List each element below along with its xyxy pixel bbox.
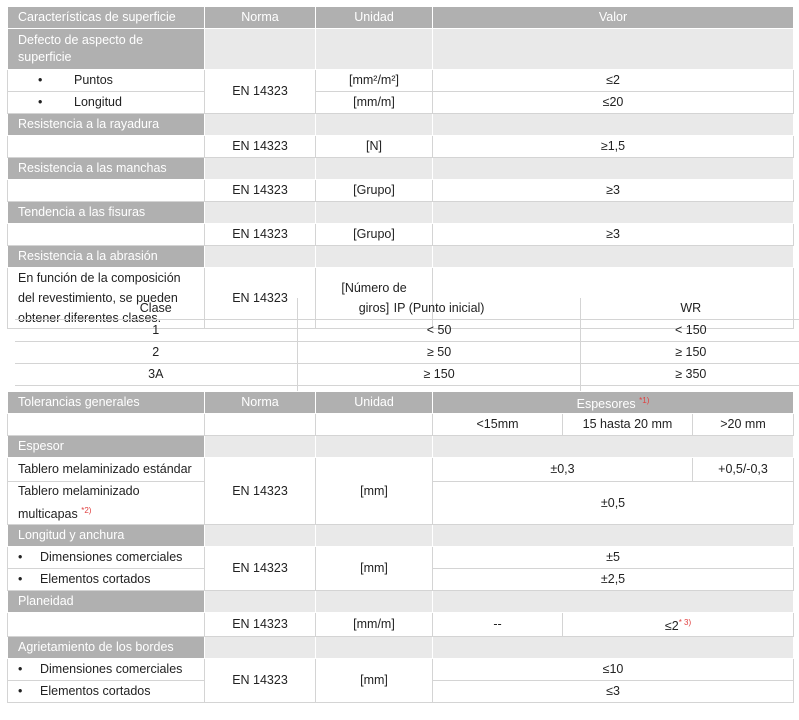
section-fisuras: Tendencia a las fisuras — [8, 202, 205, 224]
section-longitud: Longitud y anchura — [8, 525, 205, 547]
header-unidad: Unidad — [316, 392, 433, 414]
table-row — [8, 70, 794, 92]
value-cell: ≤10 — [433, 659, 794, 681]
norma-cell: EN 14323 — [205, 136, 316, 158]
row-label: • Longitud — [8, 92, 205, 114]
table-row — [8, 547, 794, 569]
size-gt20: >20 mm — [693, 414, 794, 436]
fisuras-section-row — [8, 202, 794, 224]
header-norma: Norma — [205, 7, 316, 29]
defecto-section-row — [8, 29, 794, 70]
row-label: Tablero melaminizado multicapas $^{*2)}$ — [8, 482, 205, 525]
section-defecto — [8, 29, 205, 70]
footnote-marker: *1) — [639, 396, 650, 405]
section-defecto-line2: superficie — [18, 50, 72, 64]
table-row: 1 < 50 < 150 — [433, 320, 794, 329]
table-row — [8, 180, 794, 202]
norma-cell: EN 14323 — [205, 180, 316, 202]
footnote-marker: *2) — [81, 506, 92, 516]
section-defecto-line1: Defecto de aspecto de — [18, 33, 144, 47]
table-row — [8, 92, 794, 114]
unit-cell: [Número de giros] — [316, 268, 433, 329]
espesor-section-row — [8, 436, 794, 458]
norma-cell: EN 14323 — [205, 224, 316, 246]
rayadura-section-row — [8, 114, 794, 136]
section-planeidad: Planeidad — [8, 591, 205, 613]
abrasion-row — [8, 268, 794, 329]
surface-characteristics-table — [7, 6, 794, 381]
size-15-20: 15 hasta 20 mm — [563, 414, 693, 436]
row-label: • Puntos — [8, 70, 205, 92]
table-row — [8, 136, 794, 158]
norma-cell: EN 14323 — [205, 268, 316, 329]
footnote-marker: * 3) — [678, 618, 692, 628]
value-cell: ≥3 — [433, 224, 794, 246]
section-manchas: Resistencia a las manchas — [8, 158, 205, 180]
unit-cell: [mm] — [316, 659, 433, 703]
unit-cell: [mm] — [316, 458, 433, 525]
value-cell: ≤2 — [433, 70, 794, 92]
value-cell: ±5 — [433, 547, 794, 569]
header-norma: Norma — [205, 392, 316, 414]
norma-cell: EN 14323 — [205, 659, 316, 703]
section-rayadura: Resistencia a la rayadura — [8, 114, 205, 136]
abrasion-sub-header: Clase IP (Punto inicial) WR — [433, 298, 794, 320]
row-label: • Elementos cortados — [8, 569, 205, 591]
table-row — [8, 458, 794, 482]
section-espesor: Espesor — [8, 436, 205, 458]
section-abrasion: Resistencia a la abrasión — [8, 246, 205, 268]
unit-cell: [mm²/m²] — [316, 70, 433, 92]
row-label: • Dimensiones comerciales — [8, 547, 205, 569]
manchas-section-row — [8, 158, 794, 180]
longitud-section-row — [8, 525, 794, 547]
value-cell: ≥1,5 — [433, 136, 794, 158]
value-cell: ≤20 — [433, 92, 794, 114]
value-cell: $\le 2^{* 3)}$ — [563, 613, 794, 637]
table-row — [8, 659, 794, 681]
unit-cell: [Grupo] — [316, 224, 433, 246]
header-tolerancias: Tolerancias generales — [8, 392, 205, 414]
value-cell: +0,5/-0,3 — [693, 458, 794, 482]
value-cell: ±0,3 — [433, 458, 693, 482]
norma-cell: EN 14323 — [205, 458, 316, 525]
agrietamiento-section-row — [8, 637, 794, 659]
value-cell: -- — [433, 613, 563, 637]
size-lt15: <15mm — [433, 414, 563, 436]
unit-cell: [mm/m] — [316, 613, 433, 637]
norma-cell: EN 14323 — [205, 613, 316, 637]
abrasion-description: En función de la composición del revestimiento, se pueden obtener diferentes clases. — [8, 268, 205, 329]
header-valor: Valor — [433, 7, 794, 29]
row-label: • Dimensiones comerciales — [8, 659, 205, 681]
row-label: • Elementos cortados — [8, 681, 205, 703]
table-row — [8, 224, 794, 246]
sub-header-wr: WR — [581, 298, 794, 320]
abrasion-section-row — [8, 246, 794, 268]
header-espesores: Espesores $^{*1)}$ — [433, 392, 794, 414]
norma-cell: EN 14323 — [205, 547, 316, 591]
value-cell: ≤3 — [433, 681, 794, 703]
table1-header-row — [8, 7, 794, 29]
norma-cell: EN 14323 — [205, 70, 316, 114]
sizes-row — [8, 414, 794, 436]
row-label: Tablero melaminizado estándar — [8, 458, 205, 482]
value-cell: ≥3 — [433, 180, 794, 202]
abrasion-class-table: Clase IP (Punto inicial) WR 1 < 50 < 150 2 ≥ 50 ≥ 150 3A ≥ 150 ≥ 350 — [433, 298, 794, 329]
unit-cell: [mm] — [316, 547, 433, 591]
table-row — [8, 613, 794, 637]
unit-cell: [mm/m] — [316, 92, 433, 114]
header-caracteristicas: Características de superficie — [8, 7, 205, 29]
table2-header-row — [8, 392, 794, 414]
section-agrietamiento: Agrietamiento de los bordes — [8, 637, 205, 659]
value-cell: ±2,5 — [433, 569, 794, 591]
unit-cell: [Grupo] — [316, 180, 433, 202]
sub-header-ip: IP (Punto inicial) — [433, 298, 581, 320]
general-tolerances-table — [7, 391, 794, 703]
planeidad-section-row — [8, 591, 794, 613]
header-unidad: Unidad — [316, 7, 433, 29]
unit-cell: [N] — [316, 136, 433, 158]
value-cell: ±0,5 — [433, 482, 794, 525]
